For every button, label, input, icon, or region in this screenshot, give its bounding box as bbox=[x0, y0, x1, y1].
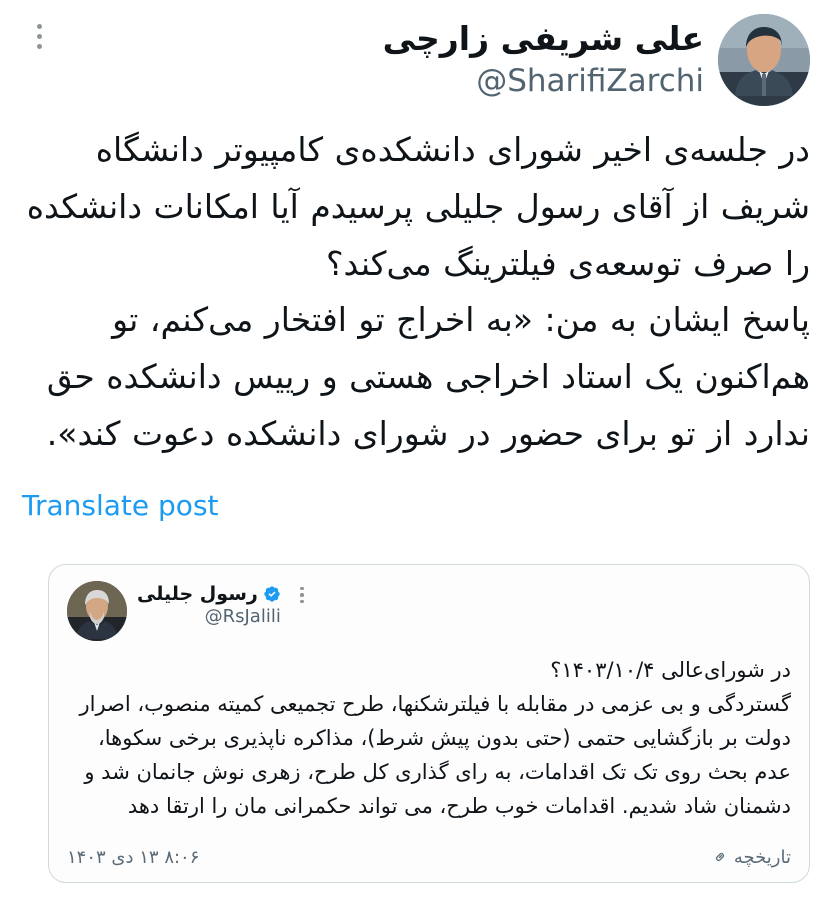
more-options-icon[interactable] bbox=[22, 14, 56, 68]
quoted-post-paragraph: گستردگی و بی عزمی در مقابله با فیلترشکنها، طرح تجمیعی کمیته منصوب، اصرار دولت بر بازگشایی حتمی (حتی بدون پیش شرط)، مذاکره ناپذیری برخی سکوها، عدم بحث روی تک تک اقدامات، به رای گذاری کل طرح، زهری نوش جانمان شد و دشمنان شاد شدیم. اقدامات خوب طرح، می تواند حکمرانی مان را ارتقا دهد bbox=[79, 691, 791, 818]
author-name-block bbox=[70, 14, 704, 102]
dot bbox=[37, 34, 42, 39]
post-paragraph-2: پاسخ ایشان به من: «به اخراج تو افتخار می‌کنم، تو هم‌اکنون یک استاد اخراجی هستی و رییس دانشکده حق ندارد از تو برای حضور در شورای دانشکده دعوت کند». bbox=[46, 300, 810, 453]
dot bbox=[300, 600, 304, 604]
link-icon bbox=[712, 849, 728, 865]
quoted-author-name-block bbox=[137, 581, 281, 627]
quoted-post-first-line: در شورای‌عالی ۱۴۰۳/۱۰/۴؟ bbox=[550, 657, 791, 682]
quoted-author-avatar[interactable] bbox=[67, 581, 127, 641]
dot bbox=[37, 24, 42, 29]
quoted-post-footer bbox=[49, 833, 809, 882]
quoted-author-name-row bbox=[137, 583, 281, 605]
quoted-post-inner bbox=[49, 565, 809, 833]
dot bbox=[300, 593, 304, 597]
author-handle: @SharifiZarchi bbox=[476, 63, 704, 100]
quoted-author-handle: @RsJalili bbox=[204, 605, 281, 627]
author-avatar[interactable] bbox=[718, 14, 810, 106]
dot bbox=[37, 44, 42, 49]
author-display-name: علی شریفی زارچی bbox=[382, 19, 704, 58]
archive-link[interactable] bbox=[712, 847, 791, 868]
quoted-post-card[interactable] bbox=[48, 564, 810, 883]
post-body bbox=[22, 122, 810, 463]
dot bbox=[300, 587, 304, 591]
post-paragraph-1: در جلسه‌ی اخیر شورای دانشکده‌ی کامپیوتر دانشگاه شریف از آقای رسول جلیلی پرسیدم آیا امکانات دانشکده را صرف توسعه‌ی فیلترینگ می‌کند؟ bbox=[26, 130, 810, 283]
quoted-post-timestamp bbox=[67, 847, 199, 868]
quoted-author-display-name: رسول جلیلی bbox=[137, 582, 258, 605]
timestamp-text: ۸:۰۶ ۱۳ دی ۱۴۰۳ bbox=[67, 846, 200, 868]
quoted-post-body bbox=[67, 653, 791, 823]
archive-label: تاریخچه bbox=[733, 846, 791, 868]
quoted-post-header bbox=[67, 581, 791, 641]
verified-badge-icon bbox=[263, 585, 281, 603]
post-header bbox=[22, 14, 810, 106]
translate-post-link[interactable]: Translate post bbox=[22, 488, 219, 522]
quoted-more-options-icon[interactable] bbox=[291, 581, 313, 617]
